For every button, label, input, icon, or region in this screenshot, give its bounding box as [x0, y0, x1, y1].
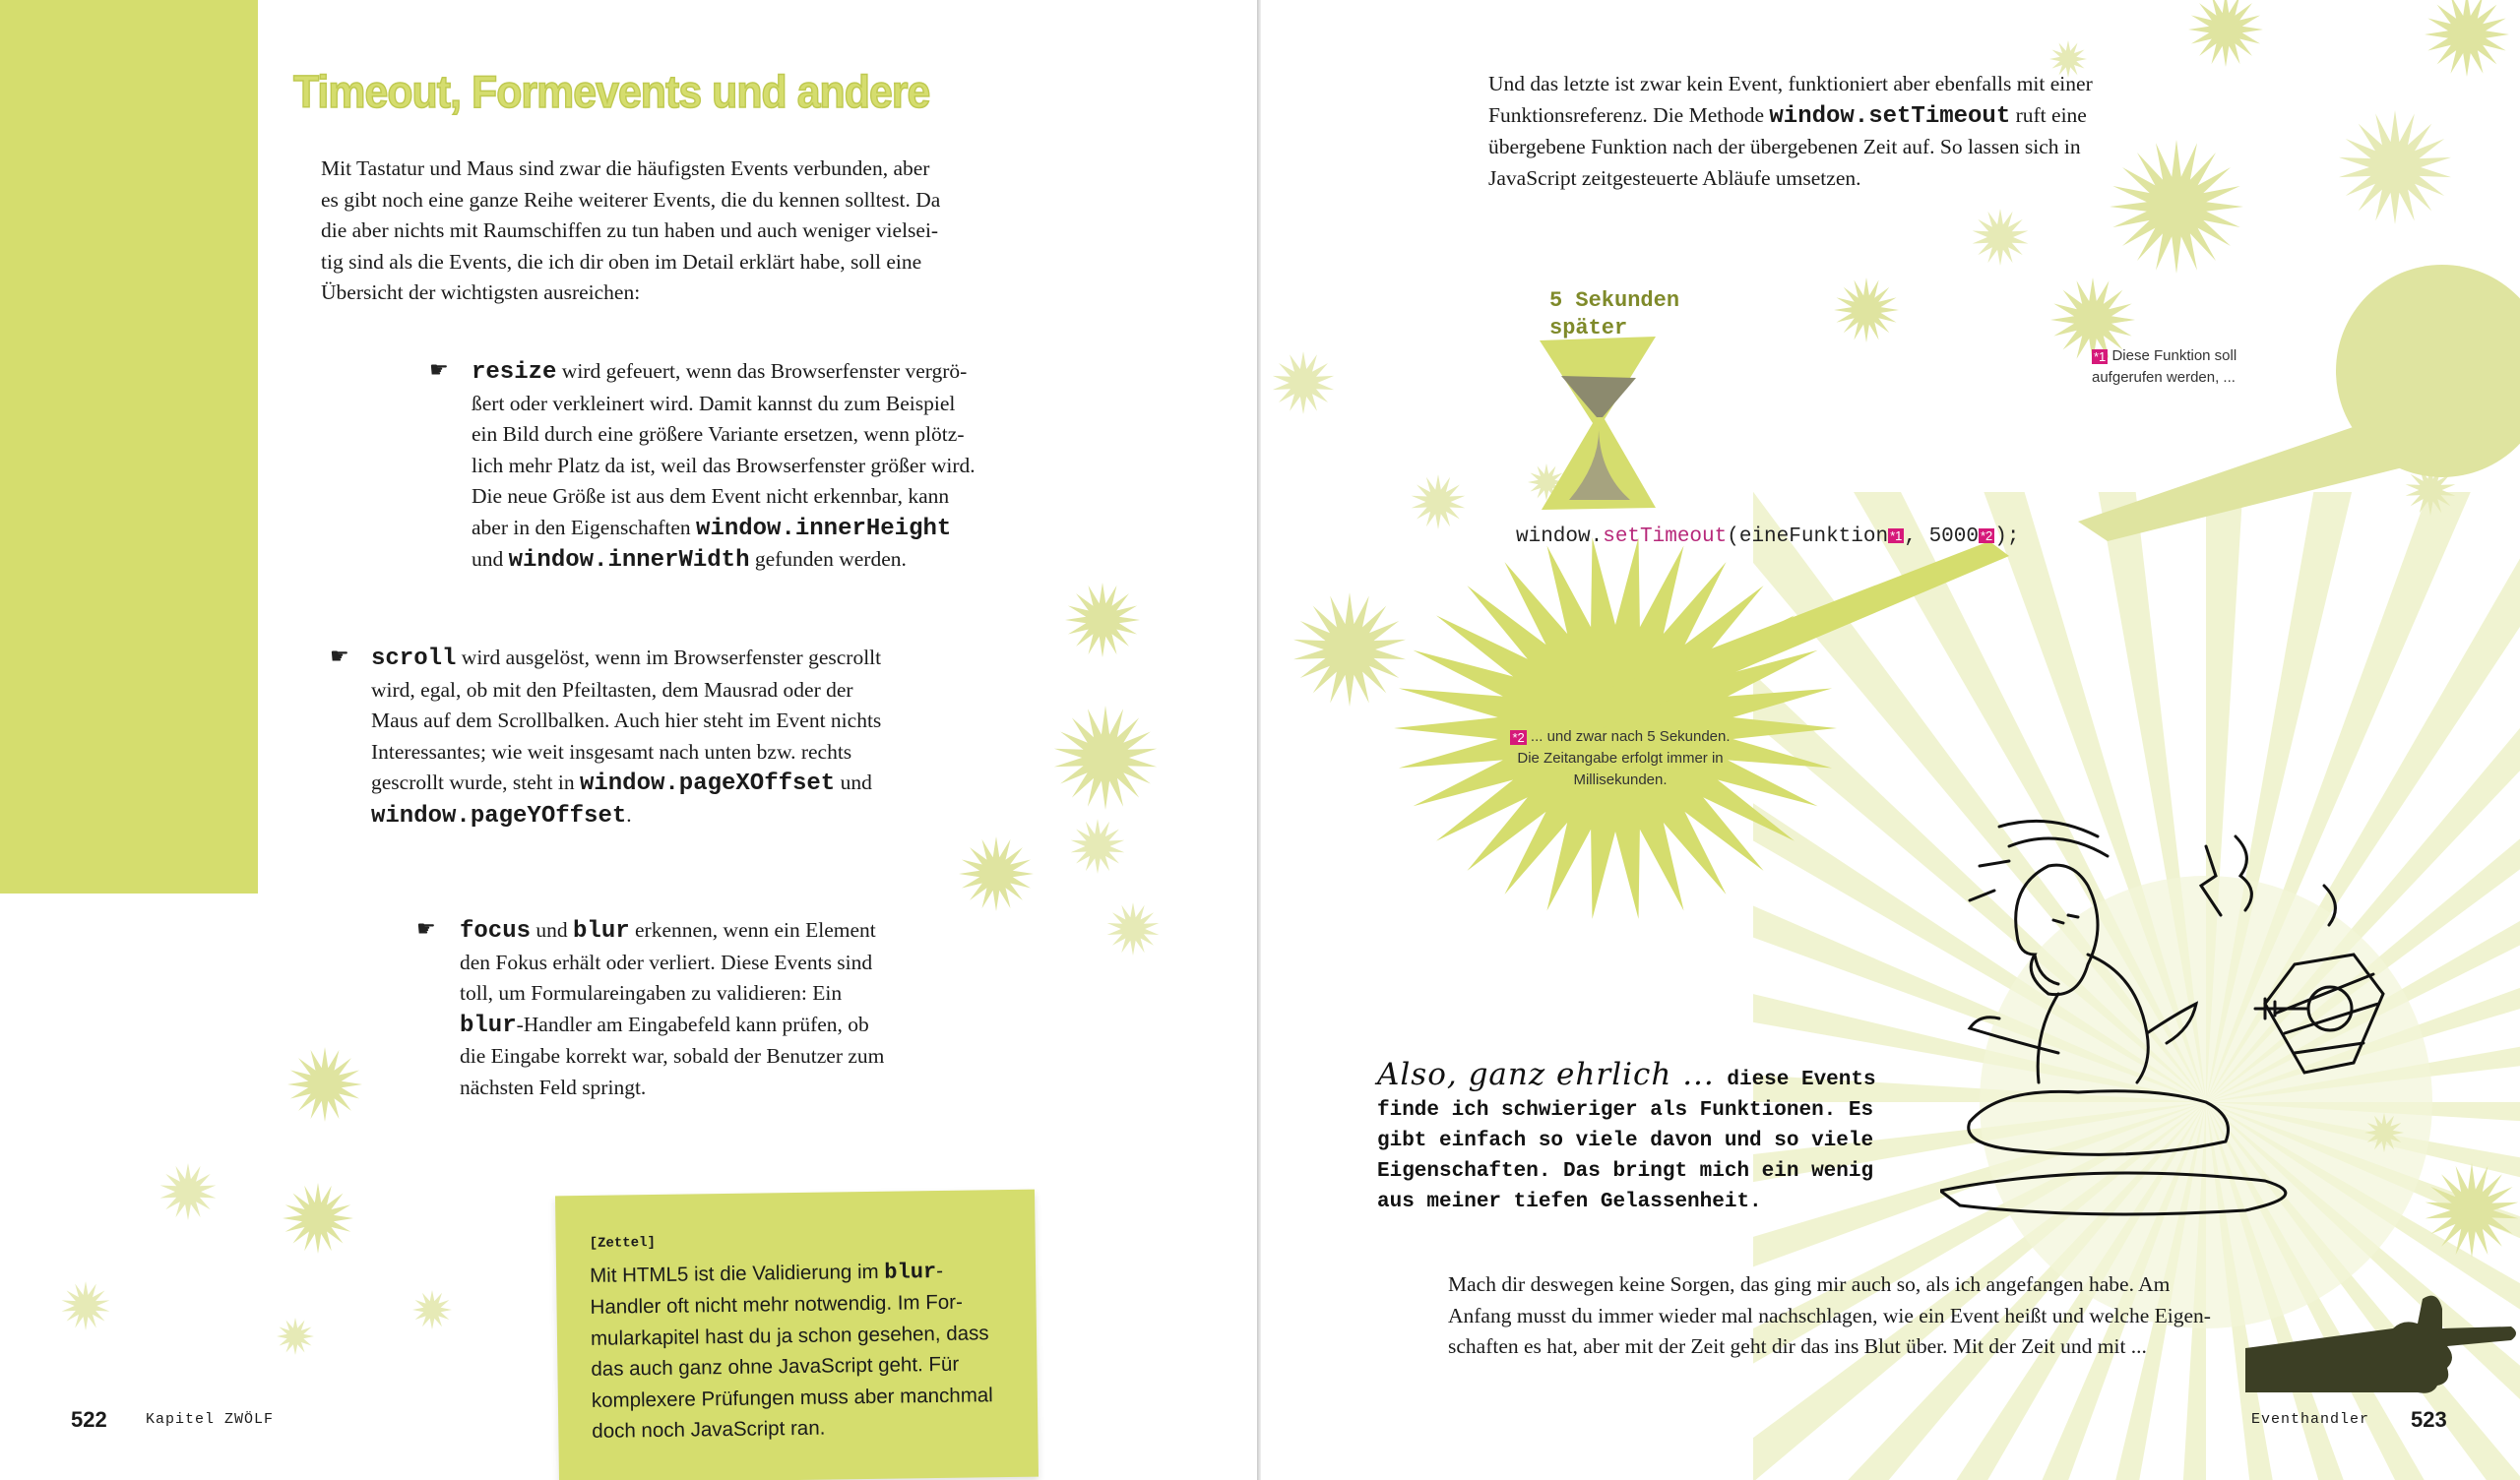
- note-tag: [Zettel]: [589, 1234, 656, 1252]
- starburst-icon: [1104, 900, 1162, 957]
- hourglass-icon: [1540, 335, 1658, 512]
- section-label: Eventhandler: [2251, 1411, 2370, 1428]
- starburst-icon: [59, 1279, 112, 1332]
- speech-line: aus meiner tiefen Gelassenheit.: [1377, 1191, 1762, 1213]
- focus-item: [460, 915, 1011, 1103]
- focus-text: toll, um Formulareingaben zu validieren: Ein: [460, 981, 843, 1005]
- page-number-left: 522: [71, 1407, 107, 1432]
- scroll-text: .: [626, 802, 632, 827]
- focus-text: und: [531, 918, 574, 942]
- resize-text: Die neue Größe ist aus dem Event nicht erkennbar, kann: [472, 484, 950, 508]
- code-resize: resize: [472, 359, 557, 386]
- annotation-text: aufgerufen werden, ...: [2092, 369, 2236, 386]
- annotation-2: [1473, 726, 1768, 791]
- starburst-icon: [281, 1181, 355, 1256]
- page-number-right: 523: [2411, 1407, 2447, 1432]
- pointing-hand-icon: ☛: [330, 645, 349, 669]
- resize-text: ein Bild durch eine größere Variante ersetzen, wenn plötz-: [472, 422, 965, 446]
- annotation-bubble: [2068, 256, 2520, 571]
- starburst-icon: [1409, 472, 1468, 531]
- closing-paragraph: [1448, 1269, 2334, 1363]
- note-text: Mit HTML5 ist die Validierung im: [589, 1260, 885, 1287]
- note-text: Handler oft nicht mehr notwendig. Im For-: [590, 1290, 963, 1319]
- scroll-text: wird ausgelöst, wenn im Browserfenster gescrollt: [456, 646, 882, 669]
- starburst-icon: [2423, 1161, 2520, 1260]
- hourglass-label-line: später: [1549, 316, 1628, 340]
- green-side-band: [0, 0, 258, 894]
- speech-text: [1377, 1057, 1909, 1217]
- code-scroll: scroll: [371, 646, 457, 672]
- speech-line: diese Events: [1714, 1069, 1876, 1091]
- handwritten-text: Also, ganz ehrlich ...: [1377, 1057, 1715, 1092]
- paragraph-line: JavaScript zeitgesteuerte Abläufe umsetzen.: [1488, 165, 1861, 190]
- note-text: -: [935, 1259, 944, 1282]
- starburst-icon: [1063, 581, 1142, 659]
- marker-1: *1: [2094, 348, 2107, 364]
- scroll-text: gescrollt wurde, steht in: [371, 771, 580, 794]
- code-page-x-offset: window.pageXOffset: [579, 771, 836, 797]
- focus-text: nächsten Feld springt.: [460, 1075, 647, 1099]
- left-page: [0, 0, 1257, 1480]
- marker-2: *2: [1981, 527, 1993, 543]
- marker-1: *1: [1890, 527, 1903, 543]
- resize-text: lich mehr Platz da ist, weil das Browserfenster größer wird.: [472, 453, 976, 477]
- speech-line: finde ich schwieriger als Funktionen. Es: [1377, 1099, 1874, 1122]
- code-token: setTimeout: [1603, 525, 1728, 548]
- paragraph-line: Funktionsreferenz. Die Methode: [1488, 102, 1770, 127]
- scroll-text: Interessantes; wie weit insgesamt nach unten bzw. rechts: [371, 739, 852, 764]
- starburst-icon: [158, 1161, 219, 1222]
- scroll-text: und: [835, 771, 872, 794]
- code-blur: blur: [884, 1259, 937, 1285]
- meditating-figure-illustration: [1940, 807, 2432, 1220]
- paragraph-line: schaften es hat, aber mit der Zeit geht dir das ins Blut über. Mit der Zeit und mit ...: [1448, 1334, 2147, 1358]
- focus-text: -Handler am Eingabefeld kann prüfen, ob: [516, 1012, 869, 1036]
- starburst-icon: [276, 1317, 315, 1356]
- pointing-hand-silhouette-icon: [2245, 1289, 2520, 1397]
- intro-line: Mit Tastatur und Maus sind zwar die häufigsten Events verbunden, aber: [321, 156, 930, 180]
- pointing-hand-icon: ☛: [429, 358, 449, 383]
- paragraph-line: Mach dir deswegen keine Sorgen, das ging mir auch so, als ich angefangen habe. Am: [1448, 1272, 2171, 1296]
- starburst-icon: [1832, 276, 1901, 344]
- scroll-item: [371, 643, 981, 832]
- intro-line: die aber nichts mit Raumschiffen zu tun haben und auch weniger vielsei-: [321, 218, 939, 242]
- code-blur: blur: [460, 1012, 517, 1039]
- pointing-hand-icon: ☛: [416, 917, 436, 942]
- sticky-note: [555, 1190, 1039, 1480]
- scroll-text: Maus auf dem Scrollbalken. Auch hier steht im Event nichts: [371, 709, 882, 732]
- resize-item: [472, 356, 1062, 577]
- intro-paragraph: [321, 154, 1030, 309]
- code-token: );: [1994, 525, 2020, 548]
- timeout-paragraph: [1488, 69, 2197, 194]
- code-set-timeout: window.setTimeout: [1769, 102, 2011, 130]
- code-focus: focus: [460, 918, 532, 945]
- starburst-icon: [957, 834, 1036, 913]
- starburst-icon: [1970, 207, 2031, 268]
- annotation-1: [2092, 345, 2289, 389]
- hourglass-label-line: 5 Sekunden: [1549, 288, 1680, 313]
- note-text: doch noch JavaScript ran.: [592, 1416, 826, 1443]
- code-example: [1516, 525, 2020, 548]
- right-page: [1261, 0, 2520, 1480]
- note-text: mularkapitel hast du ja schon gesehen, dass: [590, 1321, 989, 1350]
- resize-text: wird gefeuert, wenn das Browserfenster vergrö-: [556, 359, 968, 383]
- focus-text: den Fokus erhält oder verliert. Diese Events sind: [460, 950, 873, 974]
- intro-line: es gibt noch eine ganze Reihe weiterer Events, die du kennen solltest. Da: [321, 187, 941, 212]
- code-token: (eineFunktion: [1727, 525, 1889, 548]
- note-text: das auch ganz ohne JavaScript geht. Für: [591, 1352, 960, 1381]
- code-inner-width: window.innerWidth: [508, 547, 750, 574]
- annotation-text: ... und zwar nach 5 Sekunden.: [1526, 728, 1731, 745]
- annotation-text: Diese Funktion soll: [2108, 347, 2237, 364]
- focus-text: die Eingabe korrekt war, sobald der Benutzer zum: [460, 1044, 885, 1068]
- chapter-label: Kapitel ZWÖLF: [146, 1411, 275, 1428]
- starburst-icon: [1270, 349, 1337, 416]
- paragraph-line: Anfang musst du immer wieder mal nachschlagen, wie ein Event heißt und welche Eigen-: [1448, 1303, 2211, 1327]
- code-blur: blur: [573, 918, 630, 945]
- starburst-icon: [285, 1045, 364, 1124]
- starburst-icon: [1051, 704, 1160, 812]
- resize-text: und: [472, 547, 509, 571]
- focus-text: erkennen, wenn ein Element: [629, 918, 876, 942]
- intro-line: Übersicht der wichtigsten ausreichen:: [321, 280, 641, 304]
- paragraph-line: übergebene Funktion nach der übergebenen Zeit auf. So lassen sich in: [1488, 135, 2081, 158]
- resize-text: gefunden werden.: [749, 547, 907, 571]
- resize-text: ßert oder verkleinert wird. Damit kannst du zum Beispiel: [472, 391, 956, 415]
- starburst-icon: [2186, 0, 2265, 69]
- paragraph-line: Und das letzte ist zwar kein Event, funktioniert aber ebenfalls mit einer: [1488, 72, 2093, 95]
- starburst-icon: [411, 1289, 453, 1330]
- resize-text: aber in den Eigenschaften: [472, 515, 697, 539]
- scroll-text: wird, egal, ob mit den Pfeiltasten, dem Mausrad oder der: [371, 677, 853, 702]
- starburst-icon: [2336, 108, 2454, 226]
- code-page-y-offset: window.pageYOffset: [371, 802, 627, 830]
- annotation-text: Millisekunden.: [1573, 771, 1668, 788]
- code-token: window.: [1516, 525, 1604, 548]
- starburst-icon: [1068, 817, 1127, 876]
- intro-line: tig sind als die Events, die ich dir oben im Detail erklärt habe, soll eine: [321, 249, 922, 274]
- speech-line: Eigenschaften. Das bringt mich ein wenig: [1377, 1160, 1874, 1183]
- note-text: komplexere Prüfungen muss aber manchmal: [591, 1383, 993, 1412]
- paragraph-line: ruft eine: [2010, 102, 2087, 127]
- code-inner-height: window.innerHeight: [696, 515, 952, 542]
- page-title: Timeout, Formevents und andere: [293, 66, 930, 117]
- annotation-text: Die Zeitangabe erfolgt immer in: [1517, 750, 1724, 767]
- starburst-icon: [2423, 0, 2511, 79]
- marker-2: *2: [1512, 729, 1525, 745]
- code-token: , 5000: [1904, 525, 1979, 548]
- speech-line: gibt einfach so viele davon und so viele: [1377, 1130, 1874, 1152]
